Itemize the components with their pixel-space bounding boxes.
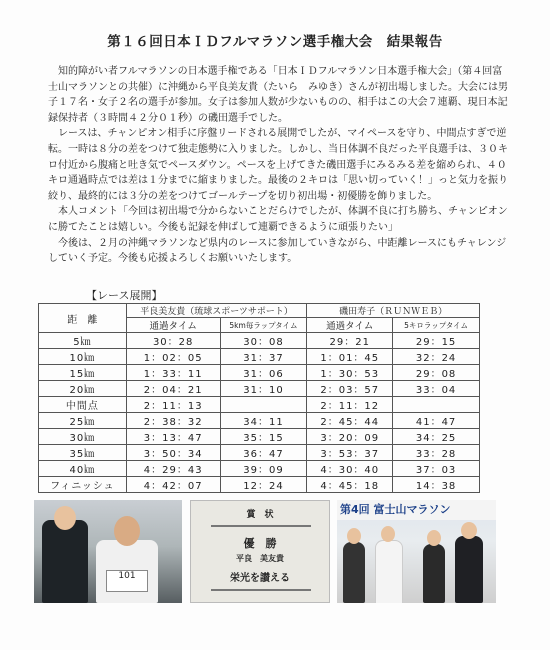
distance-cell: 25㎞ xyxy=(39,413,127,429)
table-row xyxy=(39,381,480,397)
split-times-table xyxy=(38,303,480,493)
runner2-lap-cell: 34：25 xyxy=(393,429,480,445)
distance-cell: 中間点 xyxy=(39,397,127,413)
runner2-pass-cell: 3：53：37 xyxy=(307,445,393,461)
distance-cell: 35㎞ xyxy=(39,445,127,461)
distance-cell: 5㎞ xyxy=(39,333,127,349)
runner1-pass-cell: 4：29：43 xyxy=(126,461,220,477)
table-row xyxy=(39,461,480,477)
runner2-lap-cell: 33：28 xyxy=(393,445,480,461)
table-row xyxy=(39,397,480,413)
table-row xyxy=(39,333,480,349)
runner2-lap-cell: 33：04 xyxy=(393,381,480,397)
runner1-pass-cell: 30：28 xyxy=(126,333,220,349)
runner1-lap-cell: 30：08 xyxy=(220,333,307,349)
certificate-award: 優 勝 xyxy=(243,537,277,550)
race-progress-label: 【レース展開】 xyxy=(86,289,163,302)
runner1-lap-cell: 12：24 xyxy=(220,477,307,493)
ceremony-photo xyxy=(337,500,496,603)
certificate-heading: 賞 状 xyxy=(246,510,274,520)
runner1-pass-cell: 3：50：34 xyxy=(126,445,220,461)
runner1-pass-cell: 2：11：13 xyxy=(126,397,220,413)
distance-cell: 40㎞ xyxy=(39,461,127,477)
runner1-name: 平良美友貴（琉球スポーツサポート） xyxy=(126,304,307,318)
paragraph-race: レースは、チャンピオン相手に序盤リードされる展開でしたが、マイペースを守り、中間点すぎで逆転。一時は８分の差をつけて独走態勢に入りました。しかし、当日体調不良だった平良選手は、３０キロ付近から腹痛と吐き気でペースダウン。ペースを上げてきた磯田選手にみるみる差を縮められ、４０キロ通過時点では差は１分までに縮まりました。最後の２キロは「思い切っていく！」っと気力を振り絞り、最終的には３分の差をつけてゴールテープを切り初出場・初優勝を飾りました。 xyxy=(48,128,508,202)
runner1-pass-cell: 1：02：05 xyxy=(126,349,220,365)
runner1-lap-cell: 31：06 xyxy=(220,365,307,381)
split-rows xyxy=(39,333,480,493)
runner1-lap-cell: 36：47 xyxy=(220,445,307,461)
runner2-lap-cell xyxy=(393,397,480,413)
runner1-pass-cell: 1：33：11 xyxy=(126,365,220,381)
distance-cell: 30㎞ xyxy=(39,429,127,445)
runner2-pass-cell: 3：20：09 xyxy=(307,429,393,445)
runner2-lap-cell: 29：15 xyxy=(393,333,480,349)
certificate-praise: 栄光を讃える xyxy=(230,573,290,584)
report-body xyxy=(48,64,510,267)
runner2-pass-cell: 1：01：45 xyxy=(307,349,393,365)
photo-strip xyxy=(34,500,496,603)
table-row xyxy=(39,429,480,445)
runner2-pass-cell: 2：11：12 xyxy=(307,397,393,413)
table-row xyxy=(39,365,480,381)
distance-cell: 15㎞ xyxy=(39,365,127,381)
runner1-pass-cell: 4：42：07 xyxy=(126,477,220,493)
certificate-name: 平良 美友貴 xyxy=(236,554,284,563)
runner1-lap-cell: 34：11 xyxy=(220,413,307,429)
distance-cell: 20㎞ xyxy=(39,381,127,397)
runner1-lap-cell: 35：15 xyxy=(220,429,307,445)
paragraph-future: 今後は、２月の沖縄マラソンなど県内のレースに参加していきながら、中距離レースにもチャレンジしていく予定。今後も応援よろしくお願いいたします。 xyxy=(48,237,507,265)
table-row xyxy=(39,445,480,461)
page-title: 第１６回日本ＩＤフルマラソン選手権大会 結果報告 xyxy=(107,34,443,50)
table-row xyxy=(39,413,480,429)
distance-cell: 10㎞ xyxy=(39,349,127,365)
paragraph-comment: 本人コメント「今回は初出場で分からないことだらけでしたが、体調不良に打ち勝ち、チャンピオンに勝てたことは嬉しい。今後も記録を伸ばして連覇できるように頑張りたい」 xyxy=(48,206,508,233)
runners-photo: 101 xyxy=(34,500,182,603)
runner1-pass-cell: 3：13：47 xyxy=(126,429,220,445)
runner1-lap-cell: 39：09 xyxy=(220,461,307,477)
runner2-lap-cell: 32：24 xyxy=(393,349,480,365)
runner1-pass-cell: 2：38：32 xyxy=(126,413,220,429)
runner2-lap-cell: 29：08 xyxy=(393,365,480,381)
runner1-pass-cell: 2：04：21 xyxy=(126,381,220,397)
runner2-pass-header: 通過タイム xyxy=(307,318,393,333)
runner2-pass-cell: 2：03：57 xyxy=(307,381,393,397)
runner2-lap-header: 5キロラップタイム xyxy=(393,318,480,333)
runner2-lap-cell: 14：38 xyxy=(393,477,480,493)
distance-cell: フィニッシュ xyxy=(39,477,127,493)
runner1-lap-cell: 31：10 xyxy=(220,381,307,397)
certificate-photo xyxy=(190,500,330,603)
event-banner: 第4回 富士山マラソン xyxy=(337,500,496,520)
runner2-pass-cell: 4：30：40 xyxy=(307,461,393,477)
table-header-row xyxy=(39,304,480,318)
table-row xyxy=(39,477,480,493)
distance-header: 距 離 xyxy=(39,304,127,333)
runner1-pass-header: 通過タイム xyxy=(126,318,220,333)
table-row xyxy=(39,349,480,365)
runner1-lap-cell xyxy=(220,397,307,413)
runner1-lap-cell: 31：37 xyxy=(220,349,307,365)
runner2-lap-cell: 37：03 xyxy=(393,461,480,477)
runner2-pass-cell: 1：30：53 xyxy=(307,365,393,381)
runner2-pass-cell: 2：45：44 xyxy=(307,413,393,429)
runner2-lap-cell: 41：47 xyxy=(393,413,480,429)
runner2-pass-cell: 29：21 xyxy=(307,333,393,349)
runner2-pass-cell: 4：45：18 xyxy=(307,477,393,493)
runner1-lap-header: 5km毎ラップタイム xyxy=(220,318,307,333)
paragraph-intro: 知的障がい者フルマラソンの日本選手権である「日本ＩＤフルマラソン日本選手権大会」（第４回富士山マラソンとの共催）に沖縄から平良美友貴（たいら みゆき）さんが初出場しました。大会には男子１７名・女子２名の選手が参加。女子は参加人数が少ないものの、相手はこの大会７連覇、現日本記録保持者（３時間４２分０１秒）の磯田選手でした。 xyxy=(48,66,508,124)
runner2-name: 磯田寿子（ＲＵＮＷＥＢ） xyxy=(307,304,480,318)
